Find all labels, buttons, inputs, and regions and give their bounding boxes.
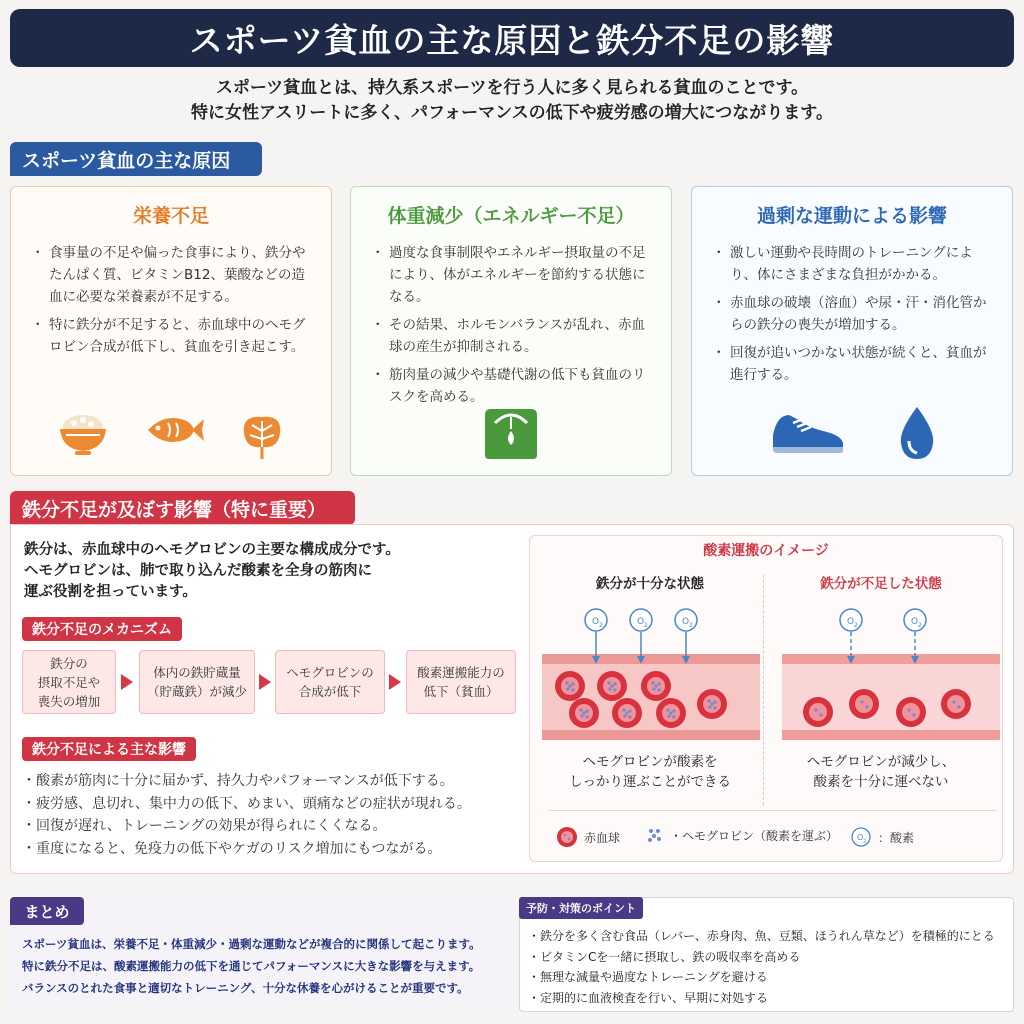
cause-card-title: 過剰な運動による影響 bbox=[756, 205, 947, 227]
legend-divider bbox=[548, 810, 996, 811]
prevention-item: ・ 鉄分を多く含む食品（レバー、赤身肉、魚、豆類、ほうれん草など）を積極的にとる bbox=[528, 926, 995, 947]
effects-label: 鉄分不足による主な影響 bbox=[22, 737, 196, 761]
legend-rbc bbox=[556, 826, 620, 848]
good-state-label: 鉄分が十分な状態 bbox=[596, 576, 704, 592]
cause-item: ・ 激しい運動や長時間のトレーニングにより、体にさまざまな負担がかかる。 bbox=[718, 242, 994, 286]
iron-text-line: 運ぶ役割を担っています。 bbox=[24, 584, 197, 600]
cause-item: ・ 回復が追いつかない状態が続くと、貧血が進行する。 bbox=[718, 342, 994, 386]
flow-arrow-icon bbox=[121, 674, 133, 690]
cause-card-title: 栄養不足 bbox=[132, 205, 209, 227]
iron-text-line: ヘモグロビンは、肺で取り込んだ酸素を全身の筋肉に bbox=[24, 563, 372, 579]
bad-state-label: 鉄分が不足した状態 bbox=[820, 576, 942, 592]
caption-line: ヘモグロビンが酸素を bbox=[582, 754, 718, 770]
intro-line: スポーツ貧血とは、持久系スポーツを行う人に多く見られる貧血のことです。 bbox=[215, 78, 809, 98]
caption-line: ヘモグロビンが減少し、 bbox=[806, 754, 956, 770]
svg-text:2: 2 bbox=[863, 839, 867, 845]
cause-item: ・ 特に鉄分が不足すると、赤血球中のヘモグロビン合成が低下し、貧血を引き起こす。 bbox=[37, 314, 313, 358]
intro-line: 特に女性アスリートに多く、パフォーマンスの低下や疲労感の増大につながります。 bbox=[191, 103, 833, 123]
scale-icon bbox=[481, 401, 541, 461]
effect-item: ・ 酸素が筋肉に十分に届かず、持久力やパフォーマンスが低下する。 bbox=[22, 770, 471, 793]
legend-label: ：酸素 bbox=[878, 830, 915, 845]
effect-item: ・ 回復が遅れ、トレーニングの効果が得られにくくなる。 bbox=[22, 815, 471, 838]
iron-heading: 鉄分不足が及ぼす影響（特に重要） bbox=[10, 491, 355, 525]
cause-item: ・ 赤血球の破壊（溶血）や尿・汗・消化管からの鉄分の喪失が増加する。 bbox=[718, 292, 994, 336]
causes-heading: スポーツ貧血の主な原因 bbox=[10, 142, 262, 176]
summary-label: まとめ bbox=[10, 897, 84, 925]
oxygen-title: 酸素運搬のイメージ bbox=[703, 543, 829, 559]
prevention-list bbox=[528, 926, 995, 1008]
intro-text bbox=[0, 76, 1024, 126]
blood-vessel-diagram: O 2 bbox=[540, 600, 1002, 740]
prevention-label: 予防・対策のポイント bbox=[519, 897, 643, 919]
running-shoe-icon bbox=[767, 405, 847, 455]
fish-icon bbox=[142, 407, 206, 453]
legend-hemoglobin bbox=[646, 826, 838, 844]
cause-item: ・ 食事量の不足や偏った食事により、鉄分やたんぱく質、ビタミンB12、葉酸などの造血に必要な栄養素が不足する。 bbox=[37, 242, 313, 308]
summary-line: バランスのとれた食事と適切なトレーニング、十分な休養を心がけることが重要です。 bbox=[22, 981, 469, 995]
prevention-item: ・ 無理な減量や過度なトレーニングを避ける bbox=[528, 967, 995, 988]
legend-label: 赤血球 bbox=[584, 830, 621, 845]
summary-line: スポーツ貧血は、栄養不足・体重減少・過剰な運動などが複合的に関係して起こります。 bbox=[22, 937, 481, 951]
flow-arrow-icon bbox=[259, 674, 271, 690]
oxygen-icon bbox=[850, 826, 872, 848]
cause-card-weight-loss bbox=[350, 186, 672, 476]
cause-card-overtraining bbox=[691, 186, 1013, 476]
red-blood-cell-icon bbox=[556, 826, 578, 848]
svg-text:O: O bbox=[857, 833, 864, 842]
prevention-item: ・ 定期的に血液検査を行い、早期に対処する bbox=[528, 988, 995, 1009]
cause-card-title: 体重減少（エネルギー不足） bbox=[387, 205, 635, 227]
mechanism-label: 鉄分不足のメカニズム bbox=[22, 617, 182, 641]
cause-item: ・ その結果、ホルモンバランスが乱れ、赤血球の産生が抑制される。 bbox=[377, 314, 653, 358]
flow-step: ヘモグロビンの 合成が低下 bbox=[275, 650, 385, 714]
prevention-item: ・ ビタミンCを一緒に摂取し、鉄の吸収率を高める bbox=[528, 947, 995, 968]
rice-bowl-icon bbox=[56, 407, 110, 457]
legend-label: ・ヘモグロビン（酸素を運ぶ） bbox=[670, 828, 839, 843]
caption-line: 酸素を十分に運べない bbox=[813, 774, 949, 790]
summary-text bbox=[22, 933, 481, 999]
flow-step: 鉄分の 摂取不足や 喪失の増加 bbox=[22, 650, 116, 714]
summary-line: 特に鉄分不足は、酸素運搬能力の低下を通じてパフォーマンスに大きな影響を与えます。 bbox=[22, 959, 481, 973]
page-title: スポーツ貧血の主な原因と鉄分不足の影響 bbox=[10, 9, 1014, 67]
effects-list bbox=[22, 770, 471, 860]
water-drop-icon bbox=[897, 405, 937, 461]
spinach-leaf-icon bbox=[238, 407, 286, 461]
effect-item: ・ 重度になると、免疫力の低下やケガのリスク増加にもつながる。 bbox=[22, 838, 471, 861]
flow-arrow-icon bbox=[389, 674, 401, 690]
iron-description bbox=[24, 540, 400, 603]
good-state-caption bbox=[540, 752, 760, 792]
flow-step: 酸素運搬能力の 低下（貧血） bbox=[406, 650, 516, 714]
hemoglobin-icon bbox=[646, 826, 664, 844]
cause-item: ・ 筋肉量の減少や基礎代謝の低下も貧血のリスクを高める。 bbox=[377, 364, 653, 408]
bad-state-caption bbox=[770, 752, 992, 792]
cause-card-nutrition bbox=[10, 186, 332, 476]
flow-step: 体内の鉄貯蔵量 （貯蔵鉄）が減少 bbox=[139, 650, 255, 714]
caption-line: しっかり運ぶことができる bbox=[569, 774, 731, 790]
effect-item: ・ 疲労感、息切れ、集中力の低下、めまい、頭痛などの症状が現れる。 bbox=[22, 793, 471, 816]
legend-oxygen bbox=[850, 826, 914, 848]
cause-item: ・ 過度な食事制限やエネルギー摂取量の不足により、体がエネルギーを節約する状態になる。 bbox=[377, 242, 653, 308]
iron-text-line: 鉄分は、赤血球中のヘモグロビンの主要な構成成分です。 bbox=[24, 542, 400, 558]
